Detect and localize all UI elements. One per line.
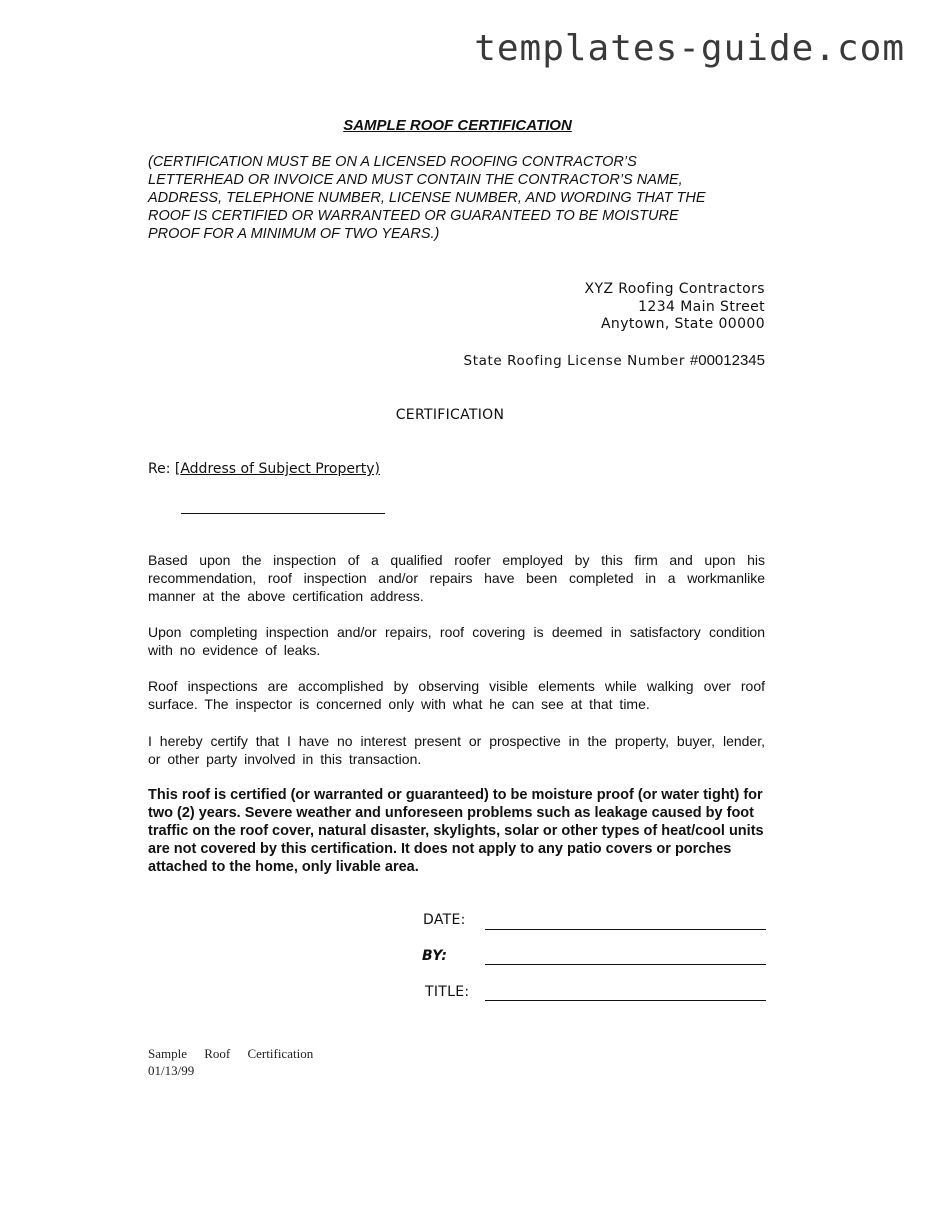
body-paragraph: Upon completing inspection and/or repairs, roof covering is deemed in satisfactory condition with no evidence of leaks. (148, 624, 765, 658)
warranty-paragraph: This roof is certified (or warranted or guaranteed) to be moisture proof (or water tight) for two (2) years. Severe weather and unforeseen problems such as leakage caused by foot traffic on the roof cover, natural disaster, skylights, solar or other types of heat/cool units are not covered by this certification. It does not apply to any patio covers or porches attached to the home, only livable area. (148, 787, 764, 875)
instructions-block (148, 153, 753, 243)
document-title: SAMPLE ROOF CERTIFICATION (343, 117, 572, 134)
license-line (380, 352, 765, 369)
footer-date: 01/13/99 (148, 1063, 195, 1078)
contractor-street: 1234 Main Street (638, 298, 765, 315)
by-label: BY: (422, 948, 448, 964)
license-label: State Roofing License Number (463, 353, 685, 369)
contractor-name: XYZ Roofing Contractors (584, 281, 765, 297)
address-underline (181, 513, 385, 514)
by-signature-line[interactable] (485, 964, 766, 965)
certification-heading: CERTIFICATION (395, 407, 505, 423)
contractor-city-state: Anytown, State 00000 (600, 316, 765, 332)
instructions-line: PROOF FOR A MINIMUM OF TWO YEARS.) (148, 226, 440, 242)
date-label: DATE: (423, 912, 466, 928)
contractor-address-block (480, 281, 765, 334)
title-signature-line[interactable] (485, 1000, 766, 1001)
re-prefix: Re: [ (148, 461, 181, 477)
instructions-line: LETTERHEAD OR INVOICE AND MUST CONTAIN THE CONTRACTOR’S NAME, (148, 172, 683, 188)
instructions-line: ADDRESS, TELEPHONE NUMBER, LICENSE NUMBER, AND WORDING THAT THE (148, 190, 706, 206)
re-line (148, 461, 380, 477)
body-paragraph: Roof inspections are accomplished by observing visible elements while walking over roof surface. The inspector is concerned only with what he can see at that time. (148, 678, 765, 712)
body-paragraph: Based upon the inspection of a qualified roofer employed by this firm and upon his recommendation, roof inspection and/or repairs have been completed in a workmanlike manner at the above certification address. (148, 552, 765, 604)
title-label: TITLE: (425, 984, 470, 1000)
body-paragraph: I hereby certify that I have no interest present or prospective in the property, buyer, lender, or other party involved in this transaction. (148, 733, 765, 767)
instructions-line: ROOF IS CERTIFIED OR WARRANTEED OR GUARANTEED TO BE MOISTURE (148, 208, 679, 224)
watermark-text: templates-guide.com (474, 28, 905, 69)
license-number: #00012345 (689, 352, 765, 369)
subject-property-address: Address of Subject Property) (180, 461, 380, 477)
footer-title: Sample Roof Certification (148, 1046, 314, 1061)
footer-block (148, 1045, 313, 1079)
date-signature-line[interactable] (485, 929, 766, 930)
instructions-line: (CERTIFICATION MUST BE ON A LICENSED ROOFING CONTRACTOR’S (148, 154, 637, 170)
